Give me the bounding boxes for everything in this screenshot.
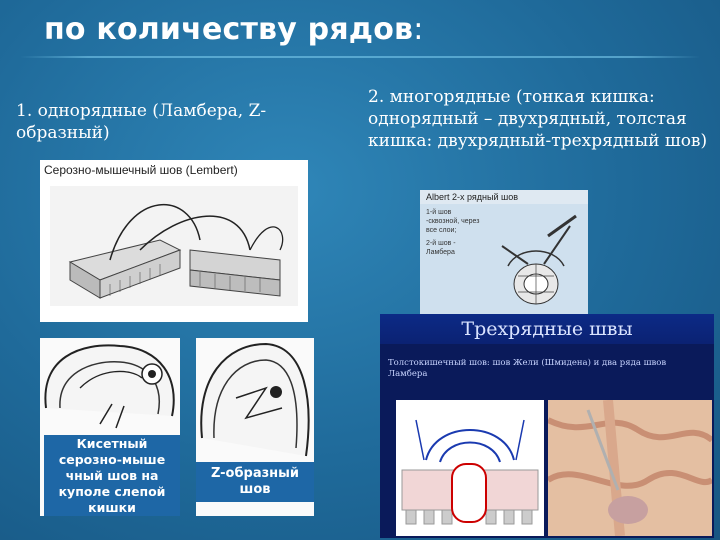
three-row-figure bbox=[380, 314, 714, 538]
three-row-title: Трехрядные швы bbox=[380, 314, 714, 344]
purse-string-figure bbox=[40, 338, 180, 516]
albert-note-2: 2-й шов - Ламбера bbox=[426, 240, 456, 256]
title-divider bbox=[20, 56, 700, 58]
lembert-illustration bbox=[40, 180, 308, 322]
three-row-diagram-svg bbox=[396, 400, 544, 536]
purse-string-label: Кисетный серозно-мыше чный шов на куполе слепой кишки bbox=[44, 435, 180, 516]
three-row-photo bbox=[548, 400, 712, 536]
multi-row-text: 2. многорядные (тонкая кишка: однорядный – двухрядный, толстая кишка: двухрядный-трехрядный шов) bbox=[368, 87, 708, 151]
title-colon: : bbox=[413, 12, 424, 47]
slide-title bbox=[44, 12, 424, 47]
albert-note-1: 1-й шов -сквозной, через все слои; bbox=[426, 209, 480, 234]
z-suture-label: Z-образный шов bbox=[196, 462, 314, 502]
z-suture-illustration bbox=[196, 338, 314, 462]
albert-notes bbox=[426, 208, 486, 257]
three-row-subtitle: Толстокишечный шов: шов Жели (Шмидена) и два ряда швов Ламбера bbox=[388, 358, 667, 379]
z-suture-figure bbox=[196, 338, 314, 516]
three-row-photo-svg bbox=[548, 400, 712, 536]
single-row-text: 1. однорядные (Ламбера, Z-образный) bbox=[16, 101, 267, 143]
albert-figure bbox=[420, 190, 588, 317]
three-row-diagram bbox=[396, 400, 544, 536]
lembert-figure bbox=[40, 160, 308, 322]
lembert-caption: Серозно-мышечный шов (Lembert) bbox=[44, 163, 238, 177]
purse-string-illustration bbox=[40, 338, 180, 438]
albert-caption: Albert 2-х рядный шов bbox=[420, 190, 588, 204]
albert-illustration bbox=[488, 206, 584, 314]
slide-title-text: по количеству рядов bbox=[44, 12, 414, 47]
